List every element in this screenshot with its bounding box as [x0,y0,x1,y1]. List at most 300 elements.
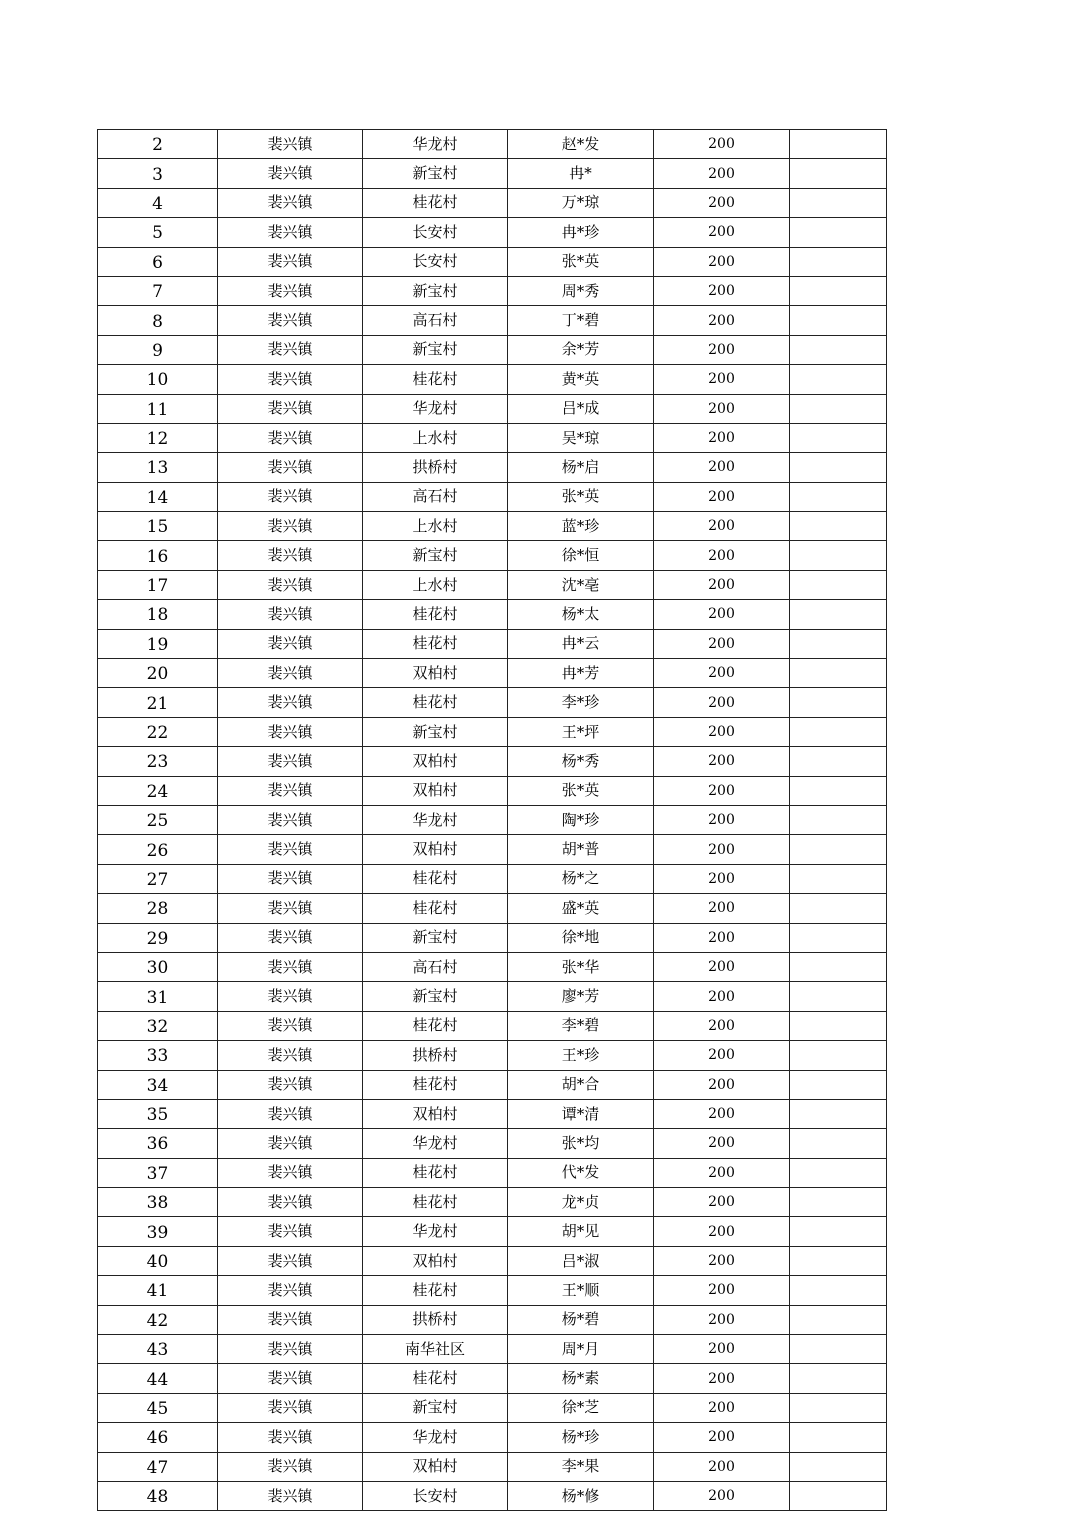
cell-amount: 200 [654,1188,790,1217]
cell-serial-number: 18 [98,600,218,629]
cell-serial-number: 44 [98,1364,218,1393]
table-row [98,1452,887,1481]
cell-serial-number: 31 [98,982,218,1011]
cell-amount: 200 [654,188,790,217]
cell-person-name: 丁*碧 [508,306,654,335]
table-row [98,1217,887,1246]
cell-village: 拱桥村 [363,453,508,482]
cell-serial-number: 48 [98,1481,218,1510]
cell-person-name: 周*秀 [508,276,654,305]
cell-person-name: 黄*英 [508,365,654,394]
cell-amount: 200 [654,218,790,247]
cell-person-name: 冉*云 [508,629,654,658]
table-row [98,1276,887,1305]
cell-person-name: 李*碧 [508,1011,654,1040]
cell-remark [790,130,887,159]
cell-village: 高石村 [363,306,508,335]
cell-person-name: 李*果 [508,1452,654,1481]
cell-town: 裴兴镇 [218,218,363,247]
cell-town: 裴兴镇 [218,247,363,276]
cell-person-name: 张*均 [508,1129,654,1158]
cell-town: 裴兴镇 [218,1041,363,1070]
cell-village: 上水村 [363,512,508,541]
cell-amount: 200 [654,541,790,570]
cell-village: 高石村 [363,952,508,981]
table-row [98,835,887,864]
cell-remark [790,453,887,482]
cell-serial-number: 6 [98,247,218,276]
cell-town: 裴兴镇 [218,1158,363,1187]
cell-remark [790,188,887,217]
cell-village: 高石村 [363,482,508,511]
cell-amount: 200 [654,570,790,599]
cell-village: 新宝村 [363,541,508,570]
cell-remark [790,835,887,864]
cell-amount: 200 [654,1041,790,1070]
cell-person-name: 盛*英 [508,894,654,923]
cell-town: 裴兴镇 [218,894,363,923]
cell-remark [790,423,887,452]
cell-remark [790,1011,887,1040]
cell-person-name: 杨*碧 [508,1305,654,1334]
cell-serial-number: 21 [98,688,218,717]
cell-amount: 200 [654,276,790,305]
cell-remark [790,629,887,658]
cell-person-name: 杨*之 [508,864,654,893]
cell-person-name: 冉* [508,159,654,188]
cell-serial-number: 9 [98,335,218,364]
cell-serial-number: 12 [98,423,218,452]
table-row [98,747,887,776]
cell-person-name: 杨*启 [508,453,654,482]
cell-amount: 200 [654,629,790,658]
cell-amount: 200 [654,1364,790,1393]
table-row [98,864,887,893]
cell-remark [790,1481,887,1510]
cell-amount: 200 [654,923,790,952]
cell-amount: 200 [654,1423,790,1452]
cell-serial-number: 29 [98,923,218,952]
cell-town: 裴兴镇 [218,306,363,335]
cell-town: 裴兴镇 [218,952,363,981]
cell-amount: 200 [654,1335,790,1364]
cell-serial-number: 41 [98,1276,218,1305]
cell-serial-number: 15 [98,512,218,541]
table-row [98,1481,887,1510]
cell-person-name: 龙*贞 [508,1188,654,1217]
cell-town: 裴兴镇 [218,864,363,893]
cell-town: 裴兴镇 [218,453,363,482]
cell-amount: 200 [654,805,790,834]
table-row [98,1393,887,1422]
cell-serial-number: 2 [98,130,218,159]
cell-amount: 200 [654,864,790,893]
table-row [98,159,887,188]
cell-town: 裴兴镇 [218,835,363,864]
cell-village: 双柏村 [363,1099,508,1128]
table-row [98,717,887,746]
cell-remark [790,365,887,394]
cell-remark [790,600,887,629]
table-row [98,247,887,276]
cell-remark [790,306,887,335]
cell-amount: 200 [654,394,790,423]
cell-village: 华龙村 [363,1217,508,1246]
cell-town: 裴兴镇 [218,1070,363,1099]
cell-amount: 200 [654,130,790,159]
cell-village: 桂花村 [363,894,508,923]
cell-amount: 200 [654,600,790,629]
table-row [98,335,887,364]
table-row [98,130,887,159]
cell-town: 裴兴镇 [218,982,363,1011]
cell-person-name: 杨*秀 [508,747,654,776]
cell-village: 华龙村 [363,805,508,834]
cell-amount: 200 [654,1276,790,1305]
cell-serial-number: 7 [98,276,218,305]
cell-amount: 200 [654,159,790,188]
cell-amount: 200 [654,1393,790,1422]
table-row [98,276,887,305]
cell-serial-number: 17 [98,570,218,599]
cell-town: 裴兴镇 [218,394,363,423]
cell-village: 桂花村 [363,864,508,893]
table-row [98,1041,887,1070]
cell-person-name: 沈*亳 [508,570,654,599]
cell-serial-number: 42 [98,1305,218,1334]
cell-person-name: 赵*发 [508,130,654,159]
cell-amount: 200 [654,1070,790,1099]
cell-person-name: 谭*清 [508,1099,654,1128]
cell-town: 裴兴镇 [218,1452,363,1481]
cell-town: 裴兴镇 [218,629,363,658]
cell-village: 长安村 [363,1481,508,1510]
cell-remark [790,1188,887,1217]
cell-remark [790,805,887,834]
cell-village: 桂花村 [363,1158,508,1187]
cell-village: 华龙村 [363,1423,508,1452]
cell-remark [790,276,887,305]
cell-amount: 200 [654,747,790,776]
cell-town: 裴兴镇 [218,1217,363,1246]
cell-remark [790,923,887,952]
cell-person-name: 徐*地 [508,923,654,952]
cell-village: 桂花村 [363,688,508,717]
cell-town: 裴兴镇 [218,1246,363,1275]
cell-village: 新宝村 [363,717,508,746]
cell-village: 双柏村 [363,1452,508,1481]
cell-person-name: 王*珍 [508,1041,654,1070]
cell-town: 裴兴镇 [218,482,363,511]
cell-amount: 200 [654,1452,790,1481]
cell-village: 新宝村 [363,923,508,952]
cell-village: 长安村 [363,218,508,247]
cell-amount: 200 [654,1217,790,1246]
cell-village: 新宝村 [363,335,508,364]
cell-town: 裴兴镇 [218,688,363,717]
cell-remark [790,159,887,188]
cell-amount: 200 [654,306,790,335]
cell-person-name: 吕*成 [508,394,654,423]
table-row [98,394,887,423]
cell-serial-number: 39 [98,1217,218,1246]
cell-amount: 200 [654,659,790,688]
cell-town: 裴兴镇 [218,1393,363,1422]
cell-person-name: 周*月 [508,1335,654,1364]
cell-person-name: 蓝*珍 [508,512,654,541]
cell-amount: 200 [654,1481,790,1510]
cell-serial-number: 46 [98,1423,218,1452]
cell-amount: 200 [654,1099,790,1128]
cell-village: 新宝村 [363,276,508,305]
cell-town: 裴兴镇 [218,1011,363,1040]
cell-serial-number: 45 [98,1393,218,1422]
cell-town: 裴兴镇 [218,1481,363,1510]
cell-remark [790,952,887,981]
cell-village: 桂花村 [363,1276,508,1305]
cell-amount: 200 [654,365,790,394]
cell-serial-number: 43 [98,1335,218,1364]
cell-remark [790,541,887,570]
cell-amount: 200 [654,1305,790,1334]
cell-serial-number: 24 [98,776,218,805]
cell-person-name: 徐*芝 [508,1393,654,1422]
cell-town: 裴兴镇 [218,423,363,452]
cell-remark [790,1364,887,1393]
cell-town: 裴兴镇 [218,1423,363,1452]
cell-serial-number: 40 [98,1246,218,1275]
cell-remark [790,1246,887,1275]
roster-table [97,129,887,1511]
cell-serial-number: 14 [98,482,218,511]
table-row [98,629,887,658]
cell-person-name: 吴*琼 [508,423,654,452]
cell-person-name: 李*珍 [508,688,654,717]
cell-town: 裴兴镇 [218,1276,363,1305]
cell-town: 裴兴镇 [218,805,363,834]
cell-town: 裴兴镇 [218,1305,363,1334]
cell-town: 裴兴镇 [218,659,363,688]
cell-person-name: 胡*见 [508,1217,654,1246]
cell-serial-number: 25 [98,805,218,834]
cell-serial-number: 20 [98,659,218,688]
table-row [98,1099,887,1128]
cell-amount: 200 [654,512,790,541]
cell-amount: 200 [654,247,790,276]
cell-serial-number: 3 [98,159,218,188]
cell-serial-number: 22 [98,717,218,746]
cell-amount: 200 [654,335,790,364]
cell-person-name: 徐*恒 [508,541,654,570]
cell-remark [790,247,887,276]
cell-serial-number: 30 [98,952,218,981]
cell-amount: 200 [654,1011,790,1040]
cell-person-name: 张*英 [508,776,654,805]
table-row [98,923,887,952]
cell-remark [790,1070,887,1099]
cell-person-name: 杨*素 [508,1364,654,1393]
cell-remark [790,1041,887,1070]
cell-village: 长安村 [363,247,508,276]
cell-person-name: 张*英 [508,482,654,511]
cell-serial-number: 8 [98,306,218,335]
cell-remark [790,717,887,746]
cell-person-name: 胡*普 [508,835,654,864]
table-row [98,952,887,981]
cell-remark [790,776,887,805]
cell-amount: 200 [654,1129,790,1158]
cell-town: 裴兴镇 [218,335,363,364]
cell-amount: 200 [654,423,790,452]
table-row [98,423,887,452]
table-row [98,982,887,1011]
cell-person-name: 杨*珍 [508,1423,654,1452]
cell-person-name: 冉*珍 [508,218,654,247]
cell-serial-number: 10 [98,365,218,394]
cell-village: 桂花村 [363,600,508,629]
cell-town: 裴兴镇 [218,1364,363,1393]
cell-remark [790,688,887,717]
table-row [98,453,887,482]
cell-amount: 200 [654,453,790,482]
cell-village: 双柏村 [363,747,508,776]
cell-person-name: 王*顺 [508,1276,654,1305]
table-row [98,570,887,599]
cell-village: 上水村 [363,570,508,599]
cell-town: 裴兴镇 [218,747,363,776]
cell-person-name: 廖*芳 [508,982,654,1011]
cell-amount: 200 [654,982,790,1011]
cell-amount: 200 [654,482,790,511]
cell-town: 裴兴镇 [218,923,363,952]
table-row [98,512,887,541]
cell-serial-number: 32 [98,1011,218,1040]
cell-town: 裴兴镇 [218,130,363,159]
cell-village: 南华社区 [363,1335,508,1364]
cell-serial-number: 27 [98,864,218,893]
table-row [98,805,887,834]
cell-remark [790,1423,887,1452]
cell-amount: 200 [654,1158,790,1187]
table-row [98,482,887,511]
cell-village: 双柏村 [363,835,508,864]
cell-village: 拱桥村 [363,1305,508,1334]
cell-remark [790,1099,887,1128]
cell-town: 裴兴镇 [218,276,363,305]
cell-town: 裴兴镇 [218,365,363,394]
cell-remark [790,1393,887,1422]
cell-remark [790,659,887,688]
cell-village: 双柏村 [363,776,508,805]
cell-person-name: 王*坪 [508,717,654,746]
table-row [98,1423,887,1452]
cell-amount: 200 [654,894,790,923]
cell-serial-number: 28 [98,894,218,923]
cell-serial-number: 23 [98,747,218,776]
cell-remark [790,512,887,541]
cell-person-name: 吕*淑 [508,1246,654,1275]
table-row [98,1070,887,1099]
cell-remark [790,1335,887,1364]
cell-remark [790,1129,887,1158]
cell-village: 新宝村 [363,159,508,188]
cell-village: 新宝村 [363,1393,508,1422]
table-row [98,1364,887,1393]
table-row [98,1188,887,1217]
cell-village: 桂花村 [363,1188,508,1217]
cell-serial-number: 11 [98,394,218,423]
cell-amount: 200 [654,1246,790,1275]
cell-town: 裴兴镇 [218,1335,363,1364]
table-row [98,306,887,335]
cell-serial-number: 37 [98,1158,218,1187]
cell-village: 双柏村 [363,1246,508,1275]
cell-amount: 200 [654,776,790,805]
cell-remark [790,894,887,923]
cell-serial-number: 19 [98,629,218,658]
table-row [98,894,887,923]
cell-town: 裴兴镇 [218,188,363,217]
cell-serial-number: 4 [98,188,218,217]
cell-person-name: 杨*修 [508,1481,654,1510]
cell-amount: 200 [654,717,790,746]
cell-town: 裴兴镇 [218,159,363,188]
cell-remark [790,394,887,423]
table-row [98,1011,887,1040]
cell-serial-number: 34 [98,1070,218,1099]
cell-person-name: 余*芳 [508,335,654,364]
table-row [98,365,887,394]
cell-village: 桂花村 [363,1011,508,1040]
cell-village: 桂花村 [363,1364,508,1393]
table-row [98,541,887,570]
cell-town: 裴兴镇 [218,512,363,541]
cell-person-name: 万*琼 [508,188,654,217]
cell-remark [790,1276,887,1305]
cell-town: 裴兴镇 [218,1129,363,1158]
cell-serial-number: 26 [98,835,218,864]
cell-serial-number: 33 [98,1041,218,1070]
cell-serial-number: 47 [98,1452,218,1481]
cell-person-name: 冉*芳 [508,659,654,688]
cell-person-name: 张*华 [508,952,654,981]
cell-town: 裴兴镇 [218,717,363,746]
cell-amount: 200 [654,688,790,717]
cell-amount: 200 [654,952,790,981]
cell-person-name: 张*英 [508,247,654,276]
cell-village: 华龙村 [363,394,508,423]
cell-town: 裴兴镇 [218,1188,363,1217]
cell-serial-number: 16 [98,541,218,570]
cell-serial-number: 13 [98,453,218,482]
cell-village: 华龙村 [363,130,508,159]
cell-remark [790,747,887,776]
table-row [98,1158,887,1187]
cell-serial-number: 5 [98,218,218,247]
cell-remark [790,1158,887,1187]
cell-remark [790,1217,887,1246]
cell-town: 裴兴镇 [218,776,363,805]
cell-village: 华龙村 [363,1129,508,1158]
cell-village: 桂花村 [363,629,508,658]
cell-village: 拱桥村 [363,1041,508,1070]
table-row [98,600,887,629]
roster-table-body [98,130,887,1511]
table-row [98,188,887,217]
cell-remark [790,482,887,511]
cell-serial-number: 35 [98,1099,218,1128]
table-row [98,776,887,805]
